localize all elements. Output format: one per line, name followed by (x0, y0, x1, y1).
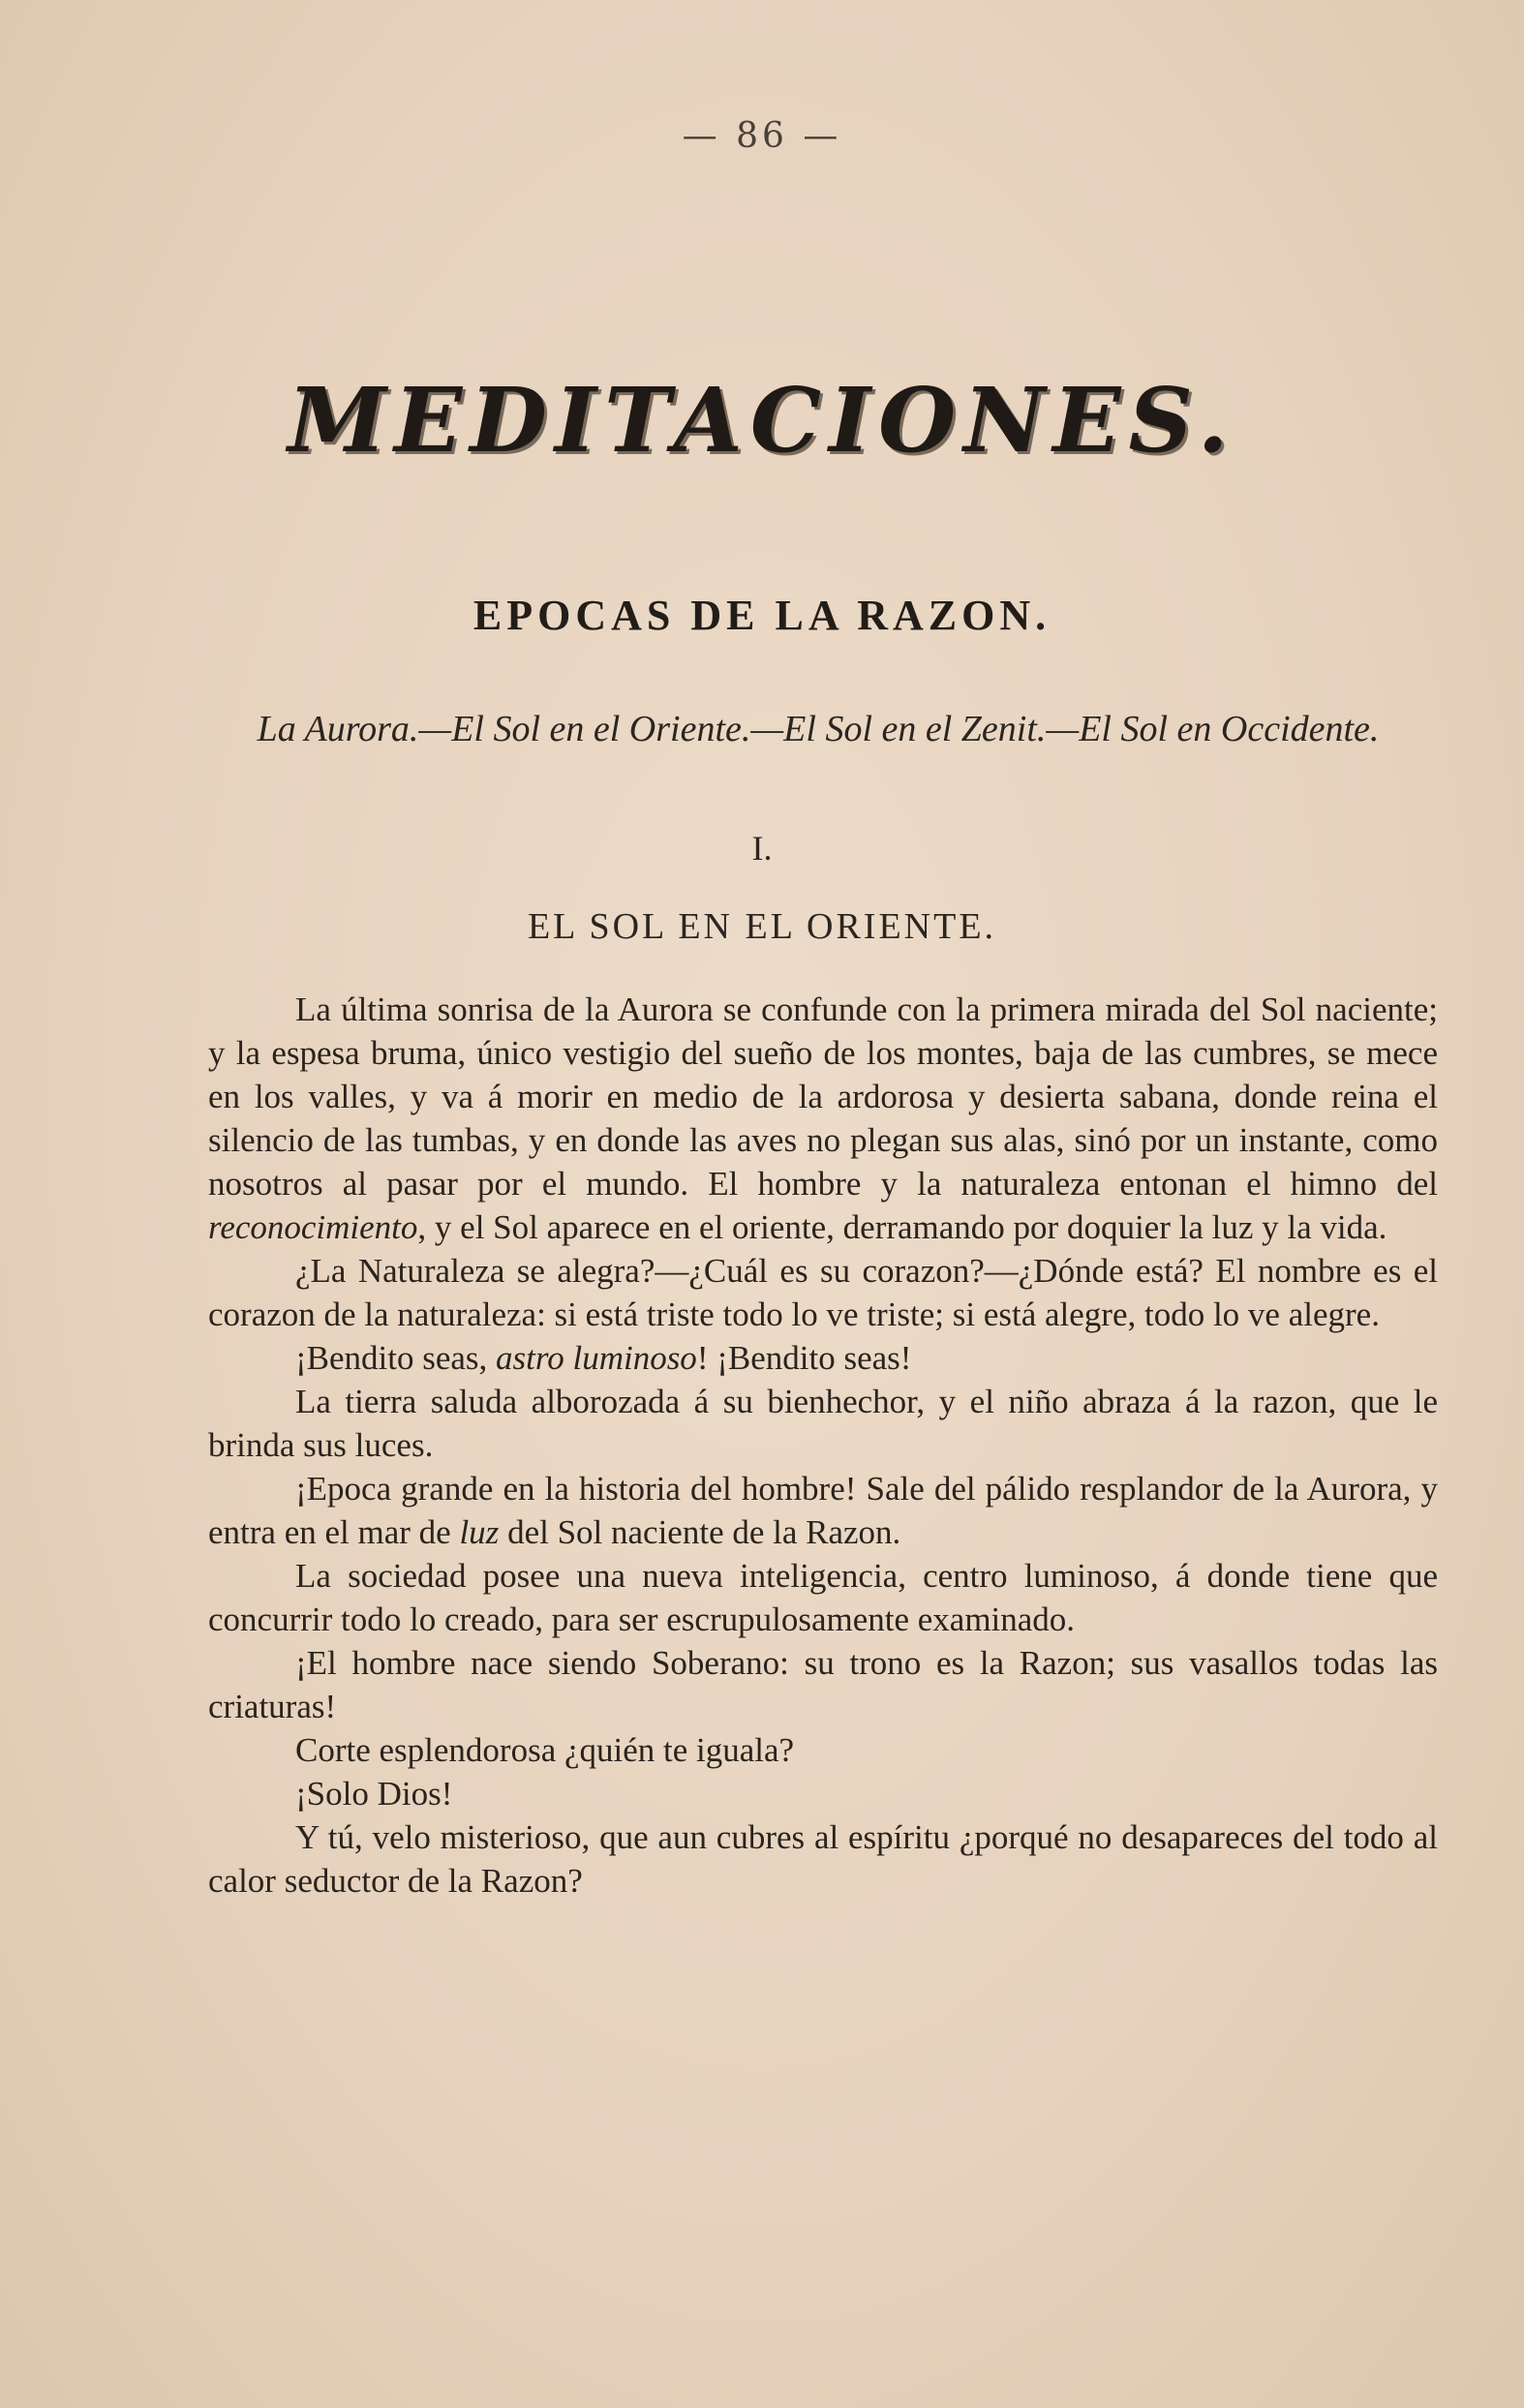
paragraph-text: del Sol naciente de la Razon. (499, 1513, 901, 1551)
paragraph-emphasis: luz (459, 1513, 500, 1551)
paragraph (208, 988, 1438, 1249)
subtitle: La Aurora.—El Sol en el Oriente.—El Sol en el Zenit.—El Sol en Occidente. (257, 709, 1380, 749)
paragraph-emphasis: reconocimiento (208, 1208, 418, 1246)
paragraph-text: , y el Sol aparece en el oriente, derramando por doquier la luz y la vida. (417, 1208, 1387, 1246)
page-number: — 86 — (682, 116, 842, 156)
roman-numeral: I. (751, 829, 773, 868)
paragraph-text: ¡Solo Dios! (295, 1775, 453, 1813)
paragraph (208, 1772, 1438, 1815)
paragraph-text: Corte esplendorosa ¿quién te iguala? (295, 1731, 795, 1769)
paragraph (208, 1380, 1438, 1467)
paragraph-text: ! ¡Bendito seas! (696, 1339, 912, 1377)
paragraph (208, 1641, 1438, 1728)
main-title: MEDITACIONES. (288, 368, 1236, 472)
paragraph-text: La sociedad posee una nueva inteligencia, centro luminoso, á donde tiene que concurrir todo lo creado, para ser escrupulosamente examinado. (208, 1557, 1438, 1638)
paragraph (208, 1815, 1438, 1903)
paragraph-text: Y tú, velo misterioso, que aun cubres al espíritu ¿porqué no desapareces del todo al calor seductor de la Razon? (208, 1818, 1438, 1900)
paragraph-text: ¿La Naturaleza se alegra?—¿Cuál es su corazon?—¿Dónde está? El nombre es el corazon de la naturaleza: si está triste todo lo ve triste; si está alegre, todo lo ve alegre. (208, 1252, 1438, 1333)
paragraph-text: La tierra saluda alborozada á su bienhechor, y el niño abraza á la razon, que le brinda sus luces. (208, 1383, 1438, 1464)
paragraph-text: ¡El hombre nace siendo Soberano: su trono es la Razon; sus vasallos todas las criaturas! (208, 1644, 1438, 1725)
paragraph-emphasis: astro luminoso (496, 1339, 697, 1377)
paragraph (208, 1467, 1438, 1554)
paragraph (208, 1336, 1438, 1380)
chapter-title: EL SOL EN EL ORIENTE. (527, 906, 997, 947)
paragraph (208, 1249, 1438, 1336)
body-text (208, 988, 1438, 1903)
paragraph-text: ¡Bendito seas, (295, 1339, 497, 1377)
paragraph-text: ¡Epoca grande en la historia del hombre! Sale del pálido resplandor de la Aurora, y entra en el mar de (208, 1470, 1438, 1551)
paragraph (208, 1728, 1438, 1772)
section-title: EPOCAS DE LA RAZON. (472, 592, 1052, 639)
paragraph (208, 1554, 1438, 1641)
paragraph-text: La última sonrisa de la Aurora se confunde con la primera mirada del Sol naciente; y la espesa bruma, único vestigio del sueño de los montes, baja de las cumbres, se mece en los valles, y va á morir en medio de la ardorosa y desierta sabana, donde reina el silencio de las tumbas, y en donde las aves no plegan sus alas, sinó por un instante, como nosotros al pasar por el mundo. El hombre y la naturaleza entonan el himno del (208, 991, 1438, 1203)
